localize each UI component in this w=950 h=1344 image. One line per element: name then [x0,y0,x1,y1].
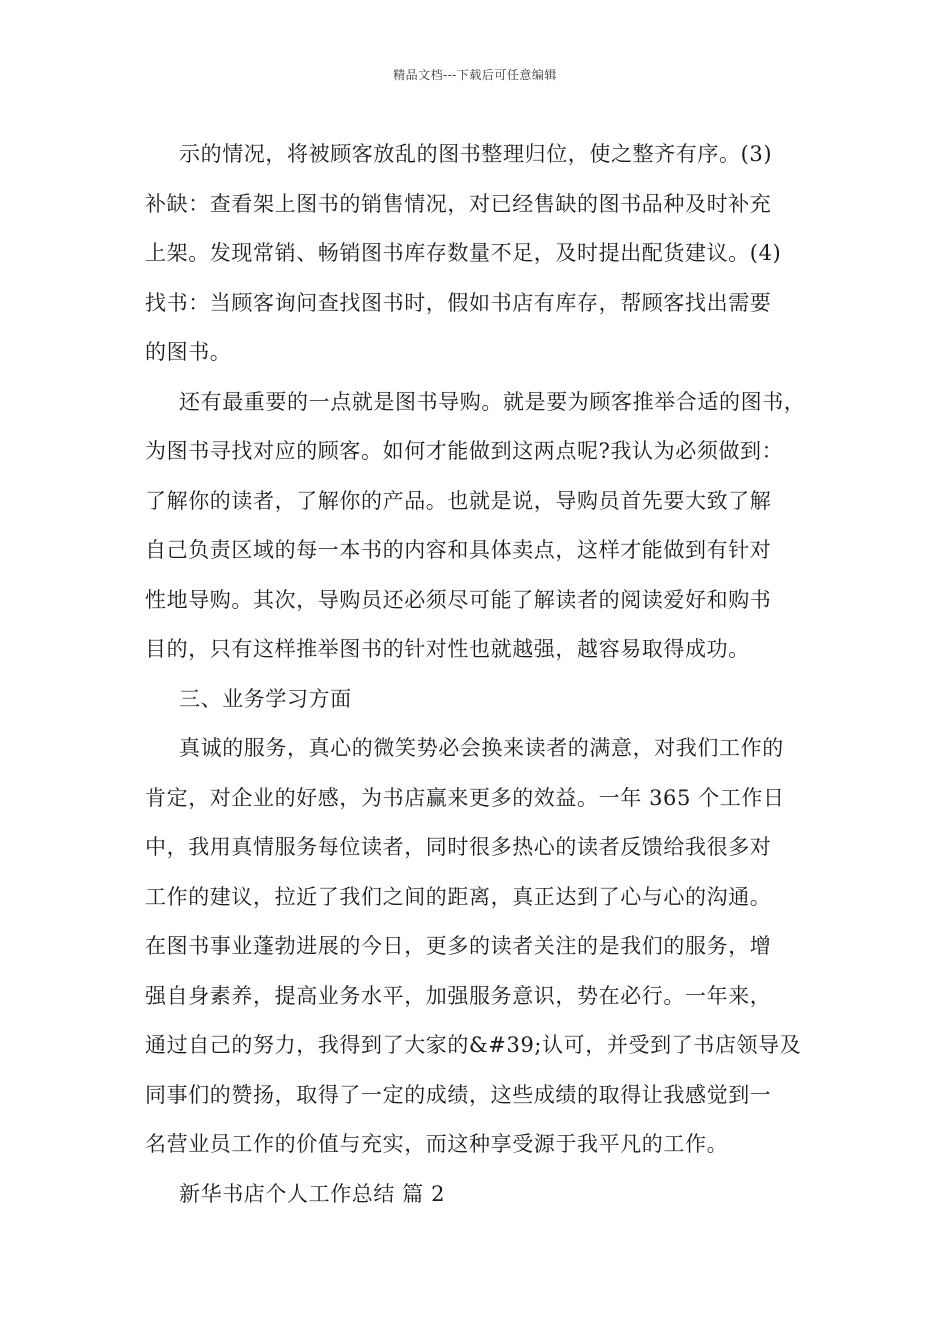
text-line: 中，我用真情服务每位读者，同时很多热心的读者反馈给我很多对 [145,835,772,859]
document-body [145,130,815,1219]
text-line: 目的，只有这样推举图书的针对性也就越强，越容易取得成功。 [145,637,750,661]
text-line: 工作的建议，拉近了我们之间的距离，真正达到了心与心的沟通。 [145,884,772,909]
text-line: 示的情况，将被顾客放乱的图书整理归位，使之整齐有序。(3) [179,142,773,166]
text-line: 同事们的赞扬，取得了一定的成绩，这些成绩的取得让我感觉到一 [145,1082,772,1107]
section-heading: 三、业务学习方面 [179,686,352,711]
text-line: 肯定，对企业的好感，为书店赢来更多的效益。一年 365 个工作日 [145,785,785,810]
text-line: 的图书。 [145,340,232,364]
text-line: 找书：当顾客询问查找图书时，假如书店有库存，帮顾客找出需要 [145,290,772,315]
text-line: 性地导购。其次，导购员还必须尽可能了解读者的阅读爱好和购书 [145,587,772,612]
text-line: 补缺：查看架上图书的销售情况，对已经售缺的图书品种及时补充 [145,191,772,216]
text-line: 了解你的读者，了解你的产品。也就是说，导购员首先要大致了解 [145,488,772,513]
document-title: 新华书店个人工作总结 篇 2 [179,1181,446,1206]
text-line: 通过自己的努力，我得到了大家的&#39;认可，并受到了书店领导及 [145,1033,802,1057]
text-line: 真诚的服务，真心的微笑势必会换来读者的满意，对我们工作的 [179,736,784,760]
text-line: 名营业员工作的价值与充实，而这种享受源于我平凡的工作。 [145,1132,729,1156]
text-line: 在图书事业蓬勃进展的今日，更多的读者关注的是我们的服务，增 [145,934,772,958]
text-line: 自己负责区域的每一本书的内容和具体卖点，这样才能做到有针对 [145,538,772,562]
text-line: 为图书寻找对应的顾客。如何才能做到这两点呢?我认为必须做到： [145,439,784,463]
page-header: 精品文档---下载后可任意编辑 [393,68,557,82]
text-line: 还有最重要的一点就是图书导购。就是要为顾客推举合适的图书， [179,389,806,414]
text-line: 上架。发现常销、畅销图书库存数量不足，及时提出配货建议。(4) [145,241,782,265]
text-line: 强自身素养，提高业务水平，加强服务意识，势在必行。一年来， [145,983,772,1008]
